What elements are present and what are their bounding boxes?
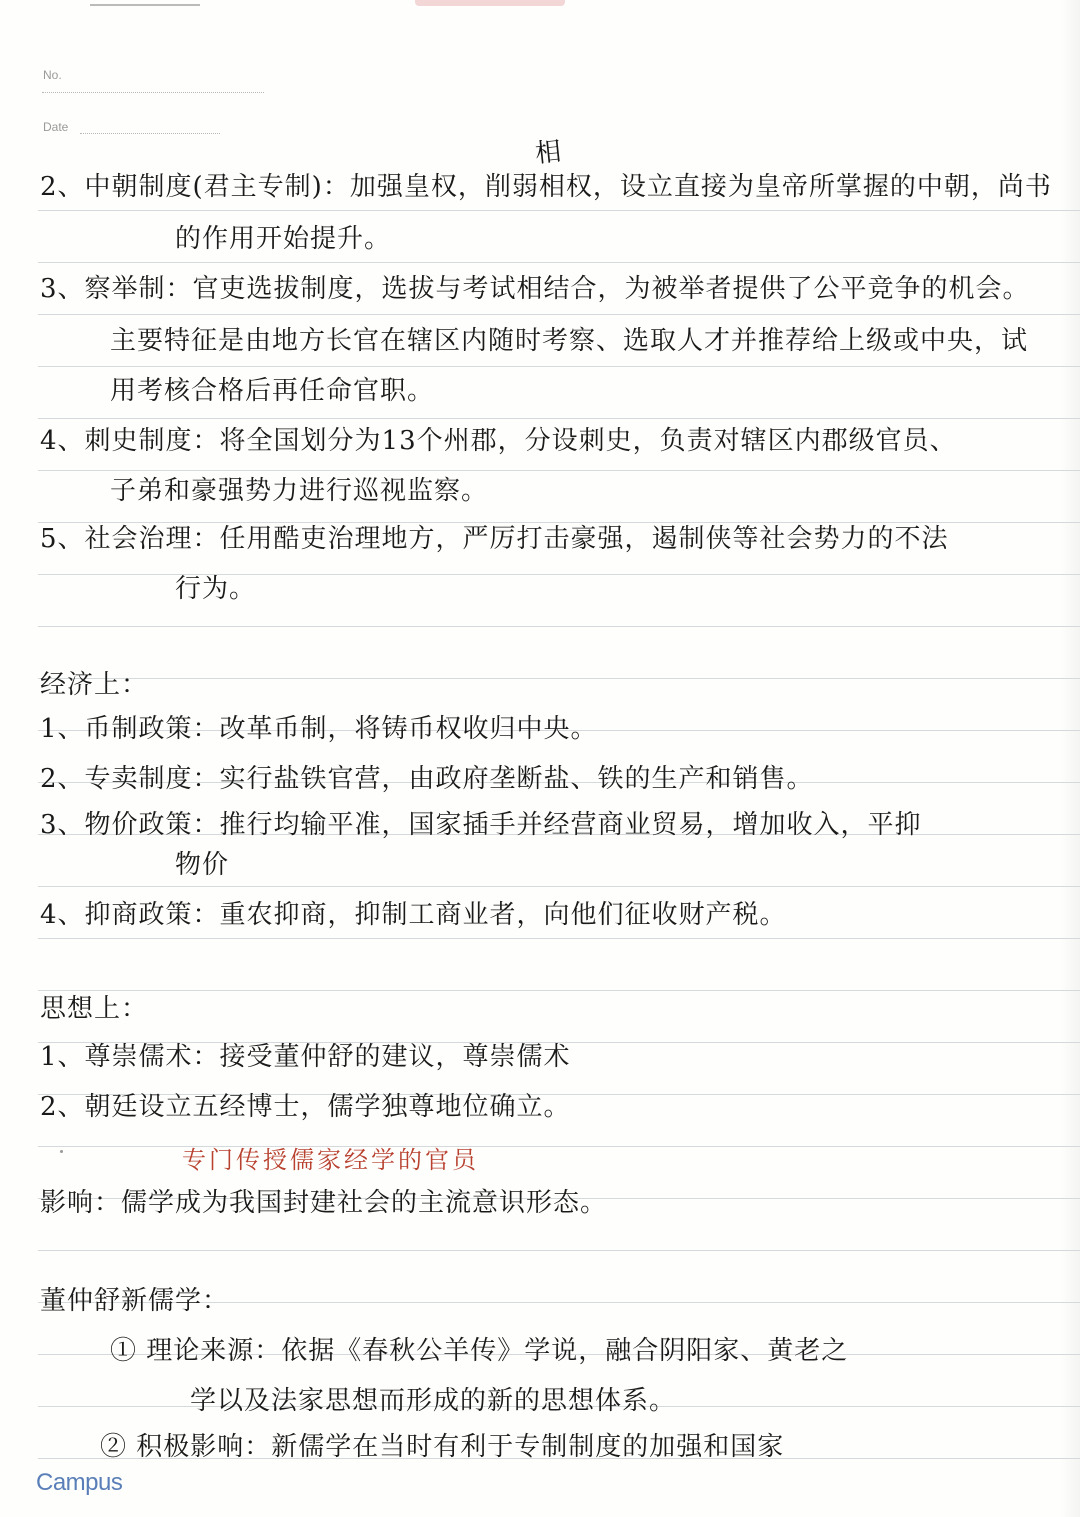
note-line: 1、币制政策：改革币制，将铸币权收归中央。 [40, 714, 598, 744]
ruled-line [38, 886, 1080, 887]
number-label: No. [43, 68, 62, 82]
notebook-brand-logo: Campus [36, 1469, 123, 1496]
note-line: 学以及法家思想而形成的新的思想体系。 [190, 1386, 677, 1416]
section-heading-economy: 经济上： [40, 670, 149, 700]
note-line: 5、社会治理：任用酷吏治理地方，严厉打击豪强，遏制侠等社会势力的不法 [40, 524, 949, 554]
note-line: 影响：儒学成为我国封建社会的主流意识形态。 [40, 1188, 608, 1218]
note-line: 主要特征是由地方长官在辖区内随时考察、选取人才并推荐给上级或中央，试 [110, 326, 1029, 356]
ruled-line [38, 210, 1080, 211]
date-label: Date [43, 120, 69, 134]
ruled-line [38, 1250, 1080, 1251]
top-scribble [90, 0, 200, 6]
note-line: 2、中朝制度(君主专制)：加强皇权，削弱相权，设立直接为皇帝所掌握的中朝，尚书 [40, 172, 1052, 202]
red-annotation: 专门传授儒家经学的官员 [182, 1146, 479, 1174]
section-heading-thought: 思想上： [40, 994, 149, 1024]
inserted-correction: 相 [533, 136, 563, 170]
note-line: 4、抑商政策：重农抑商，抑制工商业者，向他们征收财产税。 [40, 900, 787, 930]
note-line: ② 积极影响：新儒学在当时有利于专制制度的加强和国家 [100, 1432, 785, 1462]
ruled-line [38, 418, 1080, 419]
note-line: 用考核合格后再任命官职。 [110, 376, 435, 406]
date-dotted-line [80, 133, 220, 134]
ruled-line [38, 314, 1080, 315]
ruled-line [38, 938, 1080, 939]
note-line: 行为。 [175, 574, 257, 604]
note-line: 2、专卖制度：实行盐铁官营，由政府垄断盐、铁的生产和销售。 [40, 764, 814, 794]
number-dotted-line [42, 92, 264, 93]
note-line: 4、刺史制度：将全国划分为13个州郡，分设刺史，负责对辖区内郡级官员、 [40, 426, 957, 456]
note-line: 3、物价政策：推行均输平准，国家插手并经营商业贸易，增加收入，平抑 [40, 810, 922, 840]
margin-mark [60, 1150, 63, 1153]
note-line: 2、朝廷设立五经博士，儒学独尊地位确立。 [40, 1092, 571, 1122]
ruled-line [38, 990, 1080, 991]
ruled-line [38, 626, 1080, 627]
note-line: 物价 [175, 850, 230, 880]
ruled-line [38, 262, 1080, 263]
note-line: 子弟和豪强势力进行巡视监察。 [110, 476, 489, 506]
note-line: ① 理论来源：依据《春秋公羊传》学说，融合阴阳家、黄老之 [110, 1336, 849, 1366]
note-line: 的作用开始提升。 [175, 224, 392, 254]
ruled-line [38, 366, 1080, 367]
ruled-line [38, 470, 1080, 471]
note-line: 3、察举制：官吏选拔制度，选拔与考试相结合，为被举者提供了公平竞争的机会。 [40, 274, 1030, 304]
page-top-tab [415, 0, 565, 6]
section-heading-confucianism: 董仲舒新儒学： [40, 1286, 230, 1316]
note-line: 1、尊崇儒术：接受董仲舒的建议，尊崇儒术 [40, 1042, 571, 1072]
